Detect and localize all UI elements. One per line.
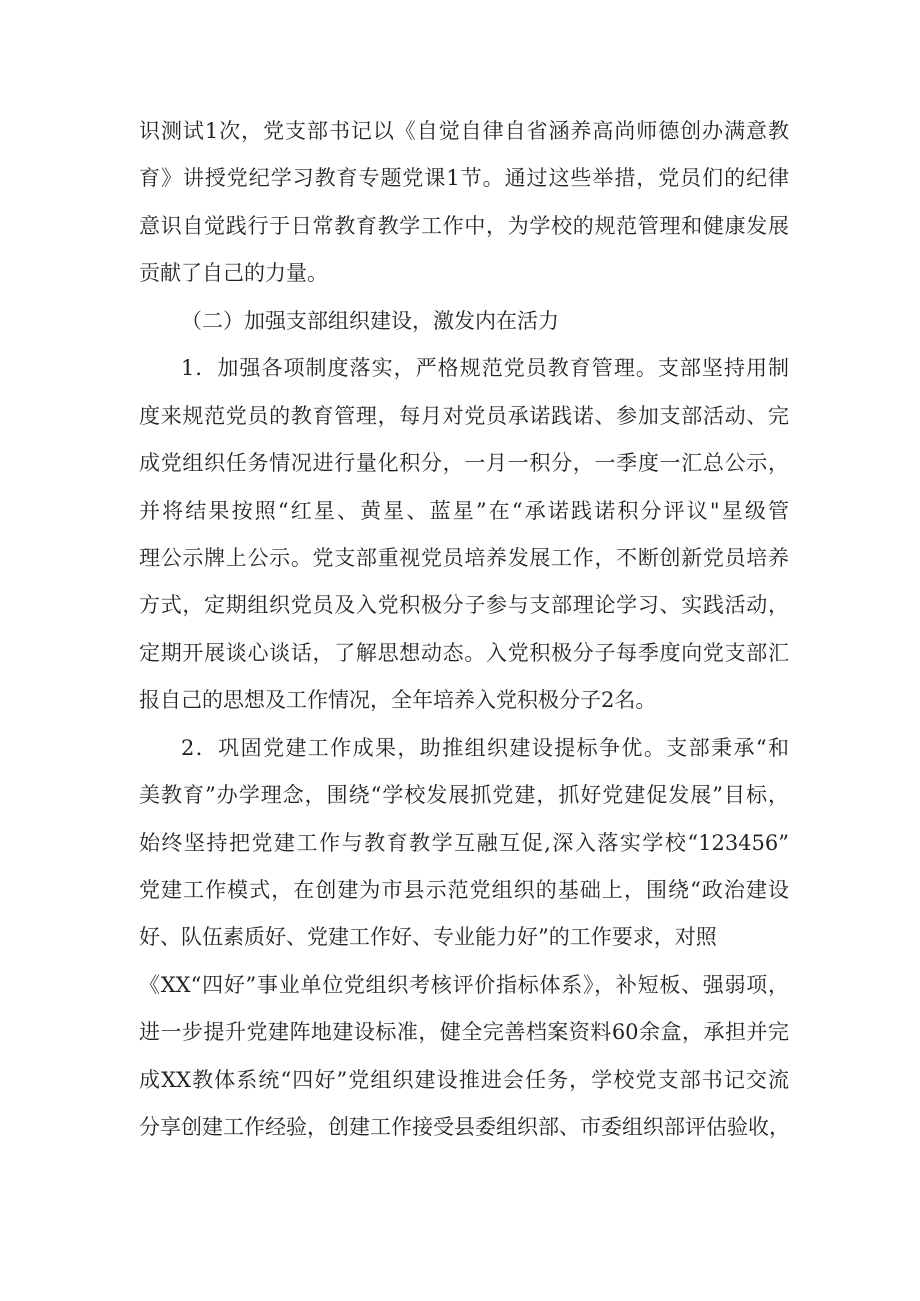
text-line: 美教育”办学理念，围绕“学校发展抓党建，抓好党建促发展”目标， — [139, 783, 789, 808]
text-line: 2．巩固党建工作成果，助推组织建设提标争优。支部秉承“和 — [181, 735, 789, 760]
text-line: 并将结果按照“红星、黄星、蓝星”在“承诺践诺积分评议"星级管 — [139, 498, 789, 523]
text-line: 育》讲授党纪学习教育专题党课1节。通过这些举措，党员们的纪律 — [139, 166, 789, 191]
text-line: 度来规范党员的教育管理，每月对党员承诺践诺、参加支部活动、完 — [139, 403, 789, 428]
text-line: 进一步提升党建阵地建设标准，健全完善档案资料60余盒，承担并完 — [139, 1020, 789, 1045]
document-body — [139, 112, 789, 1156]
text-line: 理公示牌上公示。党支部重视党员培养发展工作，不断创新党员培养 — [139, 545, 789, 570]
text-line: 1．加强各项制度落实，严格规范党员教育管理。支部坚持用制 — [181, 356, 789, 381]
text-line: 分享创建工作经验，创建工作接受县委组织部、市委组织部评估验收， — [139, 1115, 790, 1140]
text-line: 定期开展谈心谈话，了解思想动态。入党积极分子每季度向党支部汇 — [139, 640, 789, 665]
text-line: 识测试1次，党支部书记以《自觉自律自省涵养高尚师德创办满意教 — [139, 119, 789, 143]
text-line: 意识自觉践行于日常教育教学工作中，为学校的规范管理和健康发展 — [139, 213, 789, 238]
text-line: 始终坚持把党建工作与教育教学互融互促,深入落实学校“123456” — [139, 830, 789, 855]
text-line: 成党组织任务情况进行量化积分，一月一积分，一季度一汇总公示， — [139, 451, 789, 476]
text-line: 好、队伍素质好、党建工作好、专业能力好”的工作要求，对照 — [139, 925, 717, 950]
text-line: 党建工作模式，在创建为市县示范党组织的基础上，围绕“政治建设 — [139, 878, 789, 902]
paragraph-item-1 — [139, 349, 789, 729]
paragraph-continuation — [139, 112, 789, 302]
text-line: 报自己的思想及工作情况，全年培养入党积极分子2名。 — [139, 688, 657, 713]
paragraph-item-2 — [139, 729, 789, 1156]
text-line: 方式，定期组织党员及入党积极分子参与支部理论学习、实践活动， — [139, 593, 789, 618]
section-heading — [139, 302, 789, 349]
text-line: 贡献了自己的力量。 — [139, 261, 328, 286]
section-heading-text: （二）加强支部组织建设，激发内在活力 — [181, 308, 559, 333]
text-line: 成XX教体系统“四好”党组织建设推进会任务，学校党支部书记交流 — [139, 1067, 789, 1092]
text-line: 《XX“四好”事业单位党组织考核评价指标体系》，补短板、强弱项， — [139, 972, 789, 997]
